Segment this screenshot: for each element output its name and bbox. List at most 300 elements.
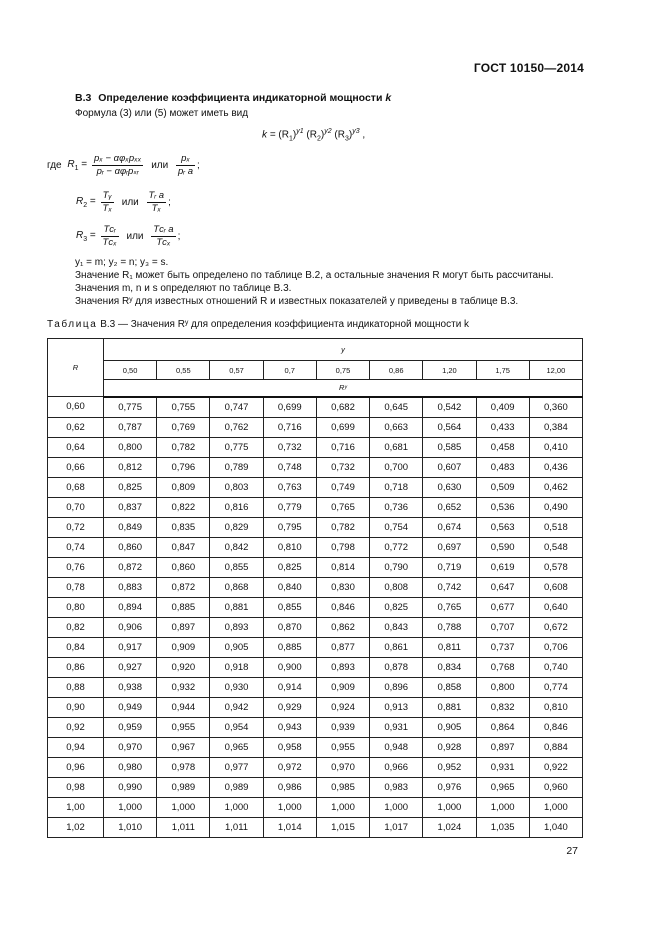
cell-r: 0,90 [48, 697, 104, 717]
cell-value: 0,747 [210, 397, 263, 418]
cell-value: 0,672 [529, 617, 582, 637]
cell-value: 0,861 [370, 637, 423, 657]
header-y [104, 339, 583, 361]
cell-value: 0,590 [476, 537, 529, 557]
cell-value: 1,000 [370, 797, 423, 817]
cell-value: 0,811 [423, 637, 476, 657]
cell-r: 0,74 [48, 537, 104, 557]
r2-symbol: R [76, 196, 84, 207]
cell-value: 0,909 [316, 677, 369, 697]
formula-k [262, 128, 365, 142]
cell-value: 0,914 [263, 677, 316, 697]
cell-value: 0,931 [370, 717, 423, 737]
cell-value: 1,000 [476, 797, 529, 817]
cell-value: 0,755 [157, 397, 210, 418]
formula-part: , [359, 129, 366, 141]
r2-f2-num: Tᵣ a [148, 190, 165, 201]
cell-value: 0,608 [529, 577, 582, 597]
formula-r1: где $R_1$ = $\frac{\text{pₓ − αφₓpₓₓ}}{\text{pᵣ − αφᵣpₛᵣ}}$ или $\frac{\text{pₓ}}{\text{pᵣ a}}$ ; [47, 153, 200, 177]
table-caption [47, 319, 469, 330]
cell-value: 0,410 [529, 437, 582, 457]
cell-value: 0,970 [104, 737, 157, 757]
cell-value: 0,674 [423, 517, 476, 537]
cell-value: 0,960 [529, 777, 582, 797]
header-y-value: 0,57 [210, 361, 263, 380]
cell-value: 0,536 [476, 497, 529, 517]
r1-fraction-1 [92, 153, 143, 178]
cell-value: 0,913 [370, 697, 423, 717]
cell-value: 0,942 [210, 697, 263, 717]
cell-value: 0,909 [157, 637, 210, 657]
header-y-value: 1,75 [476, 361, 529, 380]
cell-value: 0,900 [263, 657, 316, 677]
cell-r: 0,66 [48, 457, 104, 477]
header-ry-text: Rʸ [338, 383, 348, 393]
table-row [48, 497, 583, 517]
table-row [48, 457, 583, 477]
cell-value: 0,810 [529, 697, 582, 717]
cell-value: 0,834 [423, 657, 476, 677]
r1-sub: 1 [74, 165, 79, 172]
r2-f1-den: Tₓ [102, 203, 112, 214]
table-row [48, 557, 583, 577]
cell-value: 0,789 [210, 457, 263, 477]
cell-r: 0,98 [48, 777, 104, 797]
cell-value: 1,040 [529, 817, 582, 837]
cell-value: 0,564 [423, 417, 476, 437]
cell-value: 0,769 [157, 417, 210, 437]
cell-value: 0,972 [263, 757, 316, 777]
cell-value: 1,014 [263, 817, 316, 837]
header-y-value: 12,00 [529, 361, 582, 380]
formula-sub: 3 [344, 135, 349, 143]
cell-value: 1,000 [529, 797, 582, 817]
cell-value: 0,989 [210, 777, 263, 797]
cell-value: 0,732 [263, 437, 316, 457]
cell-value: 0,795 [263, 517, 316, 537]
note-line-3: Значения m, n и s определяют по таблице В.3. [75, 283, 292, 294]
cell-value: 0,748 [263, 457, 316, 477]
cell-value: 0,810 [263, 537, 316, 557]
table-row [48, 477, 583, 497]
cell-value: 0,965 [476, 777, 529, 797]
cell-value: 1,000 [263, 797, 316, 817]
r3-f1-num: Tᴄᵣ [101, 224, 119, 237]
table-row [48, 577, 583, 597]
section-intro: Формула (3) или (5) может иметь вид [75, 108, 249, 119]
cell-value: 0,808 [370, 577, 423, 597]
cell-value: 0,943 [263, 717, 316, 737]
cell-value: 0,765 [423, 597, 476, 617]
cell-value: 0,716 [263, 417, 316, 437]
cell-r: 0,82 [48, 617, 104, 637]
cell-value: 0,842 [210, 537, 263, 557]
r3-f2-den: Tᴄₓ [156, 237, 171, 248]
cell-value: 0,509 [476, 477, 529, 497]
table-row [48, 697, 583, 717]
cell-value: 0,955 [157, 717, 210, 737]
data-table [47, 338, 583, 838]
cell-r: 0,62 [48, 417, 104, 437]
cell-value: 0,883 [104, 577, 157, 597]
cell-value: 0,938 [104, 677, 157, 697]
cell-value: 1,000 [104, 797, 157, 817]
where-word: где [47, 160, 62, 171]
table-row [48, 817, 583, 837]
cell-value: 0,959 [104, 717, 157, 737]
cell-value: 1,000 [210, 797, 263, 817]
cell-r: 0,94 [48, 737, 104, 757]
cell-value: 0,920 [157, 657, 210, 677]
r1-f2-den: pᵣ a [178, 166, 194, 177]
formula-part: (R [331, 129, 345, 141]
cell-value: 0,980 [104, 757, 157, 777]
cell-value: 0,483 [476, 457, 529, 477]
header-y-value: 0,86 [370, 361, 423, 380]
header-y-value: 0,50 [104, 361, 157, 380]
cell-value: 0,897 [157, 617, 210, 637]
cell-value: 0,965 [210, 737, 263, 757]
cell-value: 0,985 [316, 777, 369, 797]
r1-f2-num: pₓ [176, 153, 195, 166]
formula-part: ) [348, 129, 353, 141]
cell-value: 0,877 [316, 637, 369, 657]
cell-value: 0,986 [263, 777, 316, 797]
section-title-text: Определение коэффициента индикаторной мощности [98, 92, 383, 104]
cell-value: 0,754 [370, 517, 423, 537]
cell-value: 0,742 [423, 577, 476, 597]
note-line-2: Значение R₁ может быть определено по таблице В.2, а остальные значения R могут быть рассчитаны. [75, 270, 554, 281]
cell-value: 0,825 [104, 477, 157, 497]
table-caption-label: Таблица [47, 319, 98, 330]
header-r-text: R [72, 363, 79, 372]
cell-r: 0,84 [48, 637, 104, 657]
r3-f2-num: Tᴄᵣ a [153, 224, 174, 235]
cell-r: 0,86 [48, 657, 104, 677]
cell-value: 0,360 [529, 397, 582, 418]
table-row [48, 437, 583, 457]
cell-value: 0,563 [476, 517, 529, 537]
cell-value: 0,699 [263, 397, 316, 418]
formula-r2: $R_2$ = $\frac{\text{Tᵧ}}{\text{Tₓ}}$ или $\frac{\text{Tᵣ a}}{\text{Tₓ}}$ ; [76, 190, 171, 214]
cell-value: 0,906 [104, 617, 157, 637]
table-row [48, 417, 583, 437]
cell-value: 0,699 [316, 417, 369, 437]
cell-value: 0,787 [104, 417, 157, 437]
cell-value: 0,800 [476, 677, 529, 697]
cell-value: 0,832 [476, 697, 529, 717]
cell-value: 0,893 [316, 657, 369, 677]
r1-f1-den: pᵣ − αφᵣpₛᵣ [96, 166, 139, 177]
cell-value: 1,024 [423, 817, 476, 837]
cell-value: 0,881 [423, 697, 476, 717]
formula-part: (R [303, 129, 317, 141]
page-number: 27 [566, 845, 578, 857]
section-title-var: k [385, 92, 392, 104]
cell-value: 0,458 [476, 437, 529, 457]
header-y-value: 1,20 [423, 361, 476, 380]
cell-value: 0,896 [370, 677, 423, 697]
cell-value: 0,864 [476, 717, 529, 737]
r2-end: ; [168, 197, 171, 208]
cell-value: 0,881 [210, 597, 263, 617]
cell-value: 0,860 [104, 537, 157, 557]
cell-value: 0,737 [476, 637, 529, 657]
cell-value: 0,872 [104, 557, 157, 577]
cell-value: 0,700 [370, 457, 423, 477]
cell-value: 0,983 [370, 777, 423, 797]
cell-value: 1,035 [476, 817, 529, 837]
r2-sub: 2 [83, 202, 88, 209]
formula-r3: $R_3$ = $\frac{\text{Tᴄᵣ}}{\text{Tᴄₓ}}$ или $\frac{\text{Tᴄᵣ a}}{\text{Tᴄₓ}}$ ; [76, 224, 181, 248]
r3-sub: 3 [83, 236, 88, 243]
cell-value: 0,855 [263, 597, 316, 617]
cell-value: 0,830 [316, 577, 369, 597]
cell-value: 0,949 [104, 697, 157, 717]
cell-value: 0,640 [529, 597, 582, 617]
cell-value: 0,931 [476, 757, 529, 777]
cell-value: 0,677 [476, 597, 529, 617]
cell-value: 0,433 [476, 417, 529, 437]
cell-value: 0,719 [423, 557, 476, 577]
note-line-1: y₁ = m; y₂ = n; y₃ = s. [75, 257, 169, 268]
cell-value: 0,490 [529, 497, 582, 517]
cell-value: 0,922 [529, 757, 582, 777]
cell-value: 0,585 [423, 437, 476, 457]
r3-fraction-1 [101, 224, 119, 249]
formula-part: (R [278, 129, 289, 141]
cell-value: 1,011 [210, 817, 263, 837]
cell-value: 0,462 [529, 477, 582, 497]
cell-r: 0,64 [48, 437, 104, 457]
formula-sup: y3 [352, 128, 360, 135]
note-line-4: Значения Rʸ для известных отношений R и известных показателей y приведены в таблице В.3. [75, 296, 519, 307]
cell-value: 0,868 [210, 577, 263, 597]
cell-value: 0,762 [210, 417, 263, 437]
cell-value: 0,772 [370, 537, 423, 557]
cell-value: 0,932 [157, 677, 210, 697]
r2-fraction-2 [147, 190, 167, 215]
r2-fraction-1 [101, 190, 114, 215]
section-title [75, 92, 391, 104]
cell-value: 0,846 [529, 717, 582, 737]
cell-value: 0,578 [529, 557, 582, 577]
cell-value: 0,872 [157, 577, 210, 597]
cell-value: 0,697 [423, 537, 476, 557]
cell-value: 0,893 [210, 617, 263, 637]
formula-sub: 1 [288, 135, 293, 143]
cell-value: 0,847 [157, 537, 210, 557]
formula-sup: y1 [296, 128, 304, 135]
cell-value: 0,718 [370, 477, 423, 497]
cell-value: 0,409 [476, 397, 529, 418]
section-number: В.3 [75, 92, 92, 104]
header-y-value: 0,7 [263, 361, 316, 380]
cell-value: 1,010 [104, 817, 157, 837]
r2-f1-num: Tᵧ [101, 190, 114, 203]
cell-value: 0,905 [210, 637, 263, 657]
table-row [48, 737, 583, 757]
cell-value: 0,846 [316, 597, 369, 617]
cell-value: 0,800 [104, 437, 157, 457]
or-word: или [151, 160, 169, 171]
formula-sup: y2 [324, 128, 332, 135]
cell-r: 0,72 [48, 517, 104, 537]
cell-value: 0,384 [529, 417, 582, 437]
cell-value: 0,681 [370, 437, 423, 457]
cell-value: 1,000 [316, 797, 369, 817]
cell-value: 0,939 [316, 717, 369, 737]
cell-value: 0,884 [529, 737, 582, 757]
cell-r: 0,68 [48, 477, 104, 497]
r3-symbol: R [76, 230, 84, 241]
cell-value: 0,897 [476, 737, 529, 757]
cell-value: 0,894 [104, 597, 157, 617]
cell-value: 0,518 [529, 517, 582, 537]
table-header-row-ry [48, 380, 583, 397]
table-row [48, 537, 583, 557]
cell-value: 0,782 [157, 437, 210, 457]
cell-value: 0,765 [316, 497, 369, 517]
cell-value: 0,989 [157, 777, 210, 797]
cell-value: 0,870 [263, 617, 316, 637]
cell-r: 0,70 [48, 497, 104, 517]
cell-value: 0,809 [157, 477, 210, 497]
cell-value: 0,542 [423, 397, 476, 418]
cell-value: 1,017 [370, 817, 423, 837]
cell-value: 1,011 [157, 817, 210, 837]
table-row [48, 637, 583, 657]
cell-value: 0,768 [476, 657, 529, 677]
cell-value: 0,716 [316, 437, 369, 457]
cell-value: 0,619 [476, 557, 529, 577]
formula-part: ) [292, 129, 297, 141]
r1-end: ; [197, 160, 200, 171]
table-row [48, 717, 583, 737]
cell-value: 0,749 [316, 477, 369, 497]
cell-value: 0,822 [157, 497, 210, 517]
cell-value: 0,966 [370, 757, 423, 777]
cell-r: 0,96 [48, 757, 104, 777]
cell-value: 0,803 [210, 477, 263, 497]
cell-value: 0,706 [529, 637, 582, 657]
cell-value: 0,860 [157, 557, 210, 577]
r1-symbol: R [67, 159, 75, 170]
cell-value: 0,779 [263, 497, 316, 517]
cell-value: 0,958 [263, 737, 316, 757]
cell-value: 0,970 [316, 757, 369, 777]
cell-value: 0,928 [423, 737, 476, 757]
r2-f2-den: Tₓ [151, 203, 162, 214]
table-header-row-y [48, 339, 583, 361]
cell-value: 0,775 [210, 437, 263, 457]
cell-value: 0,952 [423, 757, 476, 777]
cell-value: 0,630 [423, 477, 476, 497]
cell-value: 0,978 [157, 757, 210, 777]
cell-value: 0,825 [263, 557, 316, 577]
table-row [48, 757, 583, 777]
cell-value: 0,788 [423, 617, 476, 637]
cell-value: 0,944 [157, 697, 210, 717]
cell-value: 0,732 [316, 457, 369, 477]
cell-value: 0,763 [263, 477, 316, 497]
header-y-text: y [341, 345, 345, 354]
cell-value: 0,918 [210, 657, 263, 677]
cell-r: 0,80 [48, 597, 104, 617]
cell-value: 0,796 [157, 457, 210, 477]
cell-value: 0,849 [104, 517, 157, 537]
cell-value: 0,917 [104, 637, 157, 657]
cell-value: 0,927 [104, 657, 157, 677]
cell-value: 0,774 [529, 677, 582, 697]
cell-value: 0,862 [316, 617, 369, 637]
formula-sub: 2 [316, 135, 321, 143]
header-ry [104, 380, 583, 397]
or-word: или [121, 197, 139, 208]
header-r [48, 339, 104, 397]
cell-value: 0,775 [104, 397, 157, 418]
table-row [48, 657, 583, 677]
cell-value: 0,835 [157, 517, 210, 537]
cell-value: 0,682 [316, 397, 369, 418]
cell-value: 0,885 [263, 637, 316, 657]
cell-value: 0,840 [263, 577, 316, 597]
table-row [48, 397, 583, 418]
cell-value: 0,929 [263, 697, 316, 717]
cell-value: 0,647 [476, 577, 529, 597]
table-row [48, 677, 583, 697]
cell-value: 0,645 [370, 397, 423, 418]
cell-value: 0,990 [104, 777, 157, 797]
cell-value: 0,812 [104, 457, 157, 477]
formula-k-lhs: k = [262, 129, 279, 141]
header-y-value: 0,75 [316, 361, 369, 380]
formula-part: ) [320, 129, 325, 141]
cell-value: 0,548 [529, 537, 582, 557]
document-code: ГОСТ 10150—2014 [473, 61, 584, 75]
cell-value: 0,436 [529, 457, 582, 477]
cell-value: 0,782 [316, 517, 369, 537]
r3-end: ; [177, 231, 181, 242]
cell-r: 1,02 [48, 817, 104, 837]
table-row [48, 797, 583, 817]
r1-f1-num: pₓ − αφₓpₓₓ [93, 153, 142, 164]
cell-value: 0,814 [316, 557, 369, 577]
cell-value: 0,736 [370, 497, 423, 517]
cell-value: 0,885 [157, 597, 210, 617]
r3-f1-den: Tᴄₓ [102, 237, 117, 248]
cell-value: 0,924 [316, 697, 369, 717]
cell-r: 0,92 [48, 717, 104, 737]
cell-value: 0,707 [476, 617, 529, 637]
table-caption-text: В.3 — Значения Rʸ для определения коэффициента индикаторной мощности k [100, 319, 470, 330]
table-row [48, 597, 583, 617]
cell-value: 0,905 [423, 717, 476, 737]
cell-r: 1,00 [48, 797, 104, 817]
r3-fraction-2 [151, 224, 175, 249]
cell-value: 0,855 [210, 557, 263, 577]
cell-value: 0,948 [370, 737, 423, 757]
table-row [48, 617, 583, 637]
cell-value: 0,663 [370, 417, 423, 437]
cell-value: 0,790 [370, 557, 423, 577]
cell-value: 0,829 [210, 517, 263, 537]
r1-fraction-2 [176, 153, 195, 178]
cell-value: 0,954 [210, 717, 263, 737]
header-y-value: 0,55 [157, 361, 210, 380]
cell-value: 0,607 [423, 457, 476, 477]
cell-value: 0,967 [157, 737, 210, 757]
